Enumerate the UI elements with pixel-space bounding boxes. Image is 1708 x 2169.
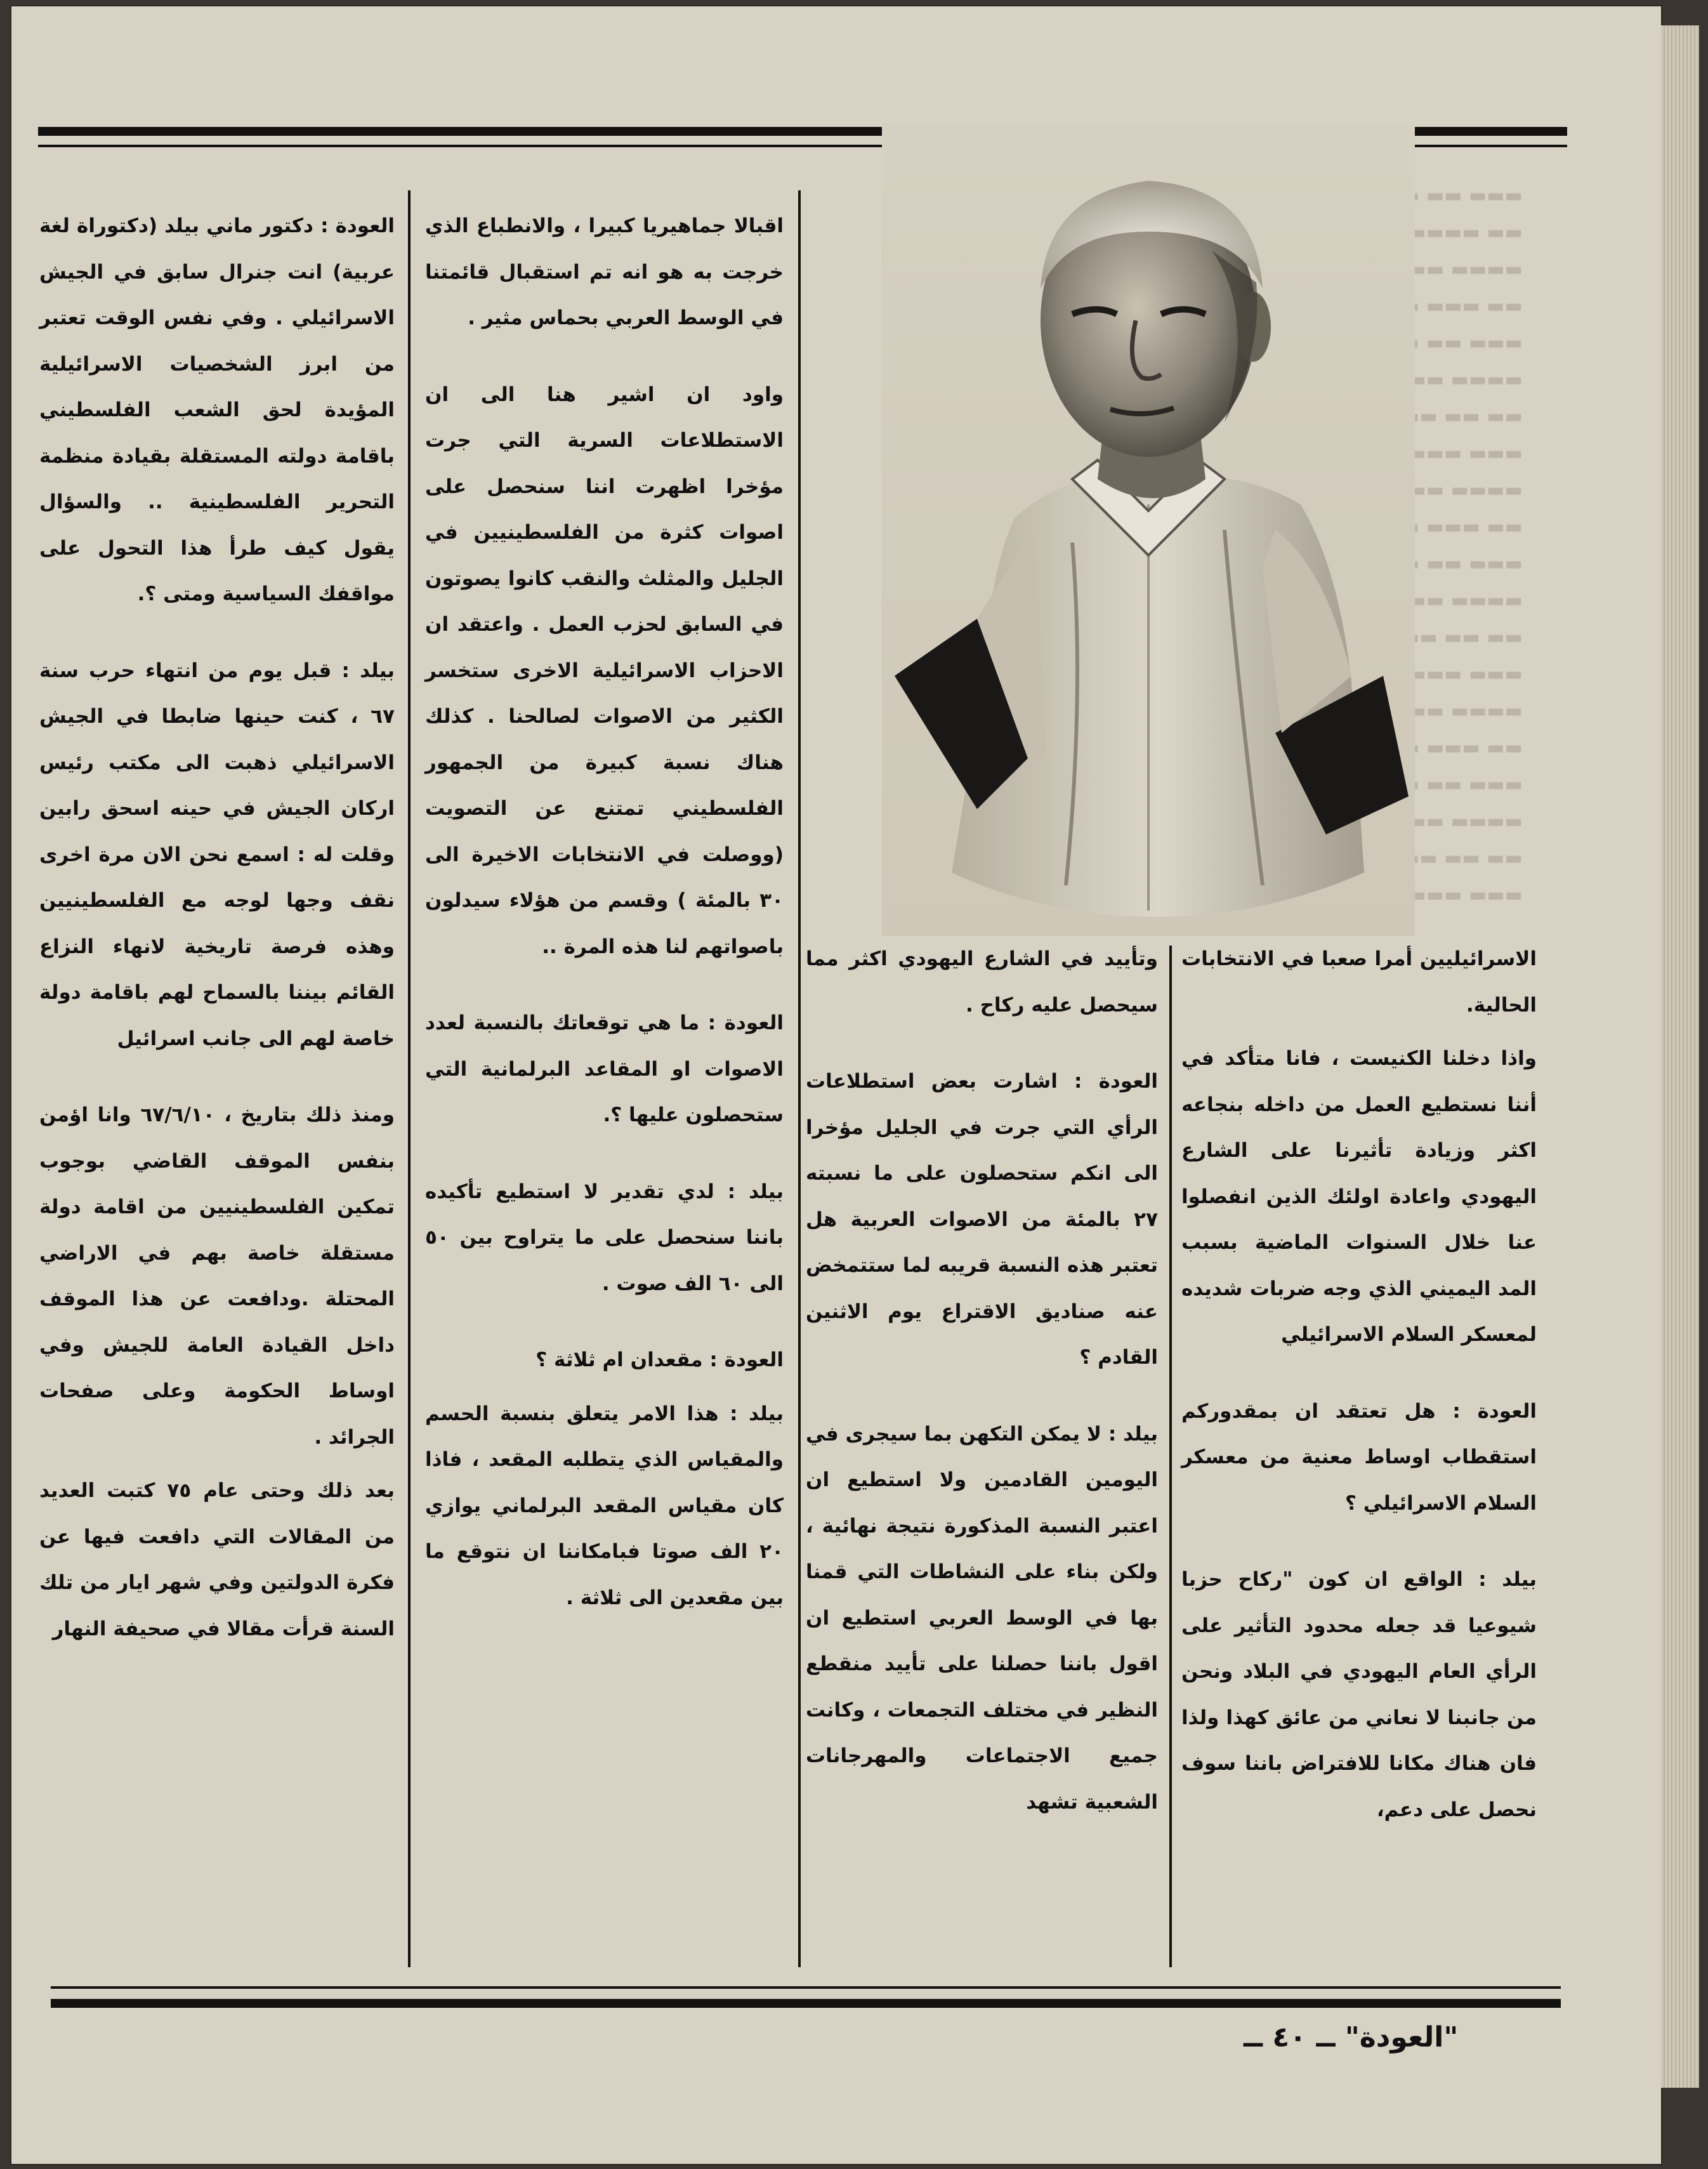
- paragraph: بيلد : قبل يوم من انتهاء حرب سنة ٦٧ ، كنت حينها ضابطا في الجيش الاسرائيلي ذهبت الى مكتب رئيس اركان الجيش في حينه اسحق رابين وقلت له : اسمع نحن الان مرة اخرى نقف وجها لوجه مع الفلسطينيين وهذه فرصة تاريخية لانهاء النزاع القائم بيننا بالسماح لهم باقامة دولة خاصة لهم الى جانب اسرائيل: [39, 659, 395, 1050]
- column-divider-2: [798, 190, 801, 1967]
- column-divider-1: [408, 190, 411, 1967]
- paragraph: واود ان اشير هنا الى ان الاستطلاعات السرية التي جرت مؤخرا اظهرت اننا سنحصل على اصوات كثرة من الفلسطينيين في الجليل والمثلث والنقب كانوا يصوتون في السابق لحزب العمل . واعتقد ان الاحزاب الاسرائيلية الاخرى ستخسر الكثير من الاصوات لصالحنا . كذلك هناك نسبة كبيرة من الجمهور الفلسطيني تمتنع عن التصويت (ووصلت في الانتخابات الاخيرة الى ٣٠ بالمئة ) وقسم من هؤلاء سيدلون باصواتهم لنا هذه المرة ..: [425, 383, 784, 958]
- paragraph: واذا دخلنا الكنيست ، فانا متأكد في أننا نستطيع العمل من داخله بنجاعه اكثر وزيادة تأثيرنا على الشارع اليهودي واعادة اولئك الذين انفصلوا عنا خلال السنوات الماضية بسبب المد اليميني الذي وجه ضربات شديده لمعسكر السلام الاسرائيلي: [1181, 1047, 1537, 1346]
- paragraph: العودة : دكتور ماني بيلد (دكتوراة لغة عربية) انت جنرال سابق في الجيش الاسرائيلي . وفي نفس الوقت تعتبر من ابرز الشخصيات الاسرائيلية المؤيدة لحق الشعب الفلسطيني باقامة دولته المستقلة بقيادة منظمة التحرير الفلسطينية .. والسؤال يقول كيف طرأ هذا التحول على مواقفك السياسية ومتى ؟.: [39, 214, 395, 605]
- paragraph: بيلد : لا يمكن التكهن بما سيجرى في اليومين القادمين ولا استطيع ان اعتبر النسبة المذكورة نتيجة نهائية ، ولكن بناء على النشاطات التي قمنا بها في الوسط العربي استطيع ان اقول باننا حصلنا على تأييد منقطع النظير في مختلف التجمعات ، وكانت جميع الاجتماعات والمهرجانات الشعبية تشهد: [806, 1422, 1158, 1814]
- column-left-center: [806, 936, 1158, 1856]
- paragraph: بيلد : لدي تقدير لا استطيع تأكيده باننا سنحصل على ما يتراوح بين ٥٠ الى ٦٠ الف صوت .: [425, 1180, 784, 1295]
- paragraph: الاسرائيليين أمرا صعبا في الانتخابات الحالية.: [1181, 947, 1537, 1017]
- bottom-rule-thick: [51, 1999, 1561, 2008]
- paragraph: ومنذ ذلك بتاريخ ، ٦٧/٦/١٠ وانا اؤمن بنفس الموقف القاضي بوجوب تمكين الفلسطينيين من اقامة دولة مستقلة خاصة بهم في الاراضي المحتلة .ودافعت عن هذا الموقف داخل القيادة العامة للجيش وفي اوساط الحكومة وعلى صفحات الجرائد .: [39, 1104, 395, 1449]
- bottom-rule-thin: [51, 1986, 1561, 1989]
- paragraph: بيلد : هذا الامر يتعلق بنسبة الحسم والمقياس الذي يتطلبه المقعد ، فاذا كان مقياس المقعد البرلماني يوازي ٢٠ الف صوتا فبامكاننا ان نتوقع ما بين مقعدين الى ثلاثة .: [425, 1402, 784, 1609]
- paragraph: العودة : مقعدان ام ثلاثة ؟: [535, 1348, 784, 1371]
- page-footer-label: "العودة" ــ ٤٠ ــ: [1244, 2021, 1459, 2054]
- page-stack-edge: [1661, 25, 1699, 2088]
- paragraph: العودة : هل تعتقد ان بمقدوركم استقطاب اوساط معنية من معسكر السلام الاسرائيلي ؟: [1181, 1399, 1537, 1515]
- paragraph: اقبالا جماهيريا كبيرا ، والانطباع الذي خرجت به هو انه تم استقبال قائمتنا في الوسط العربي بحماس مثير .: [425, 214, 784, 329]
- paragraph: العودة : اشارت بعض استطلاعات الرأي التي جرت في الجليل مؤخرا الى انكم ستحصلون على ما نسبته ٢٧ بالمئة من الاصوات العربية هل تعتبر هذه النسبة قريبه لما ستتمخض عنه صناديق الاقتراع يوم الاثنين القادم ؟: [806, 1070, 1158, 1369]
- column-far-left: [1181, 936, 1537, 1863]
- paragraph: العودة : ما هي توقعاتك بالنسبة لعدد الاصوات او المقاعد البرلمانية التي ستحصلون عليها ؟.: [425, 1012, 784, 1126]
- column-middle: [425, 203, 784, 1651]
- paragraph: بيلد : الواقع ان كون "ركاح حزبا شيوعيا قد جعله محدود التأثير على الرأي العام اليهودي في البلاد ونحن من جانبنا لا نعاني من عائق كهذا ولذا فان هناك مكانا للافتراض باننا سوف نحصل على دعم،: [1181, 1568, 1537, 1821]
- column-right: [39, 203, 395, 1682]
- column-divider-3: [1169, 946, 1172, 1967]
- paragraph: بعد ذلك وحتى عام ٧٥ كتبت العديد من المقالات التي دافعت فيها عن فكرة الدولتين وفي شهر ايار من تلك السنة قرأت مقالا في صحيفة النهار: [39, 1479, 395, 1640]
- paragraph: وتأييد في الشارع اليهودي اكثر مما سيحصل عليه ركاح .: [806, 947, 1158, 1017]
- portrait-photo: [882, 124, 1415, 936]
